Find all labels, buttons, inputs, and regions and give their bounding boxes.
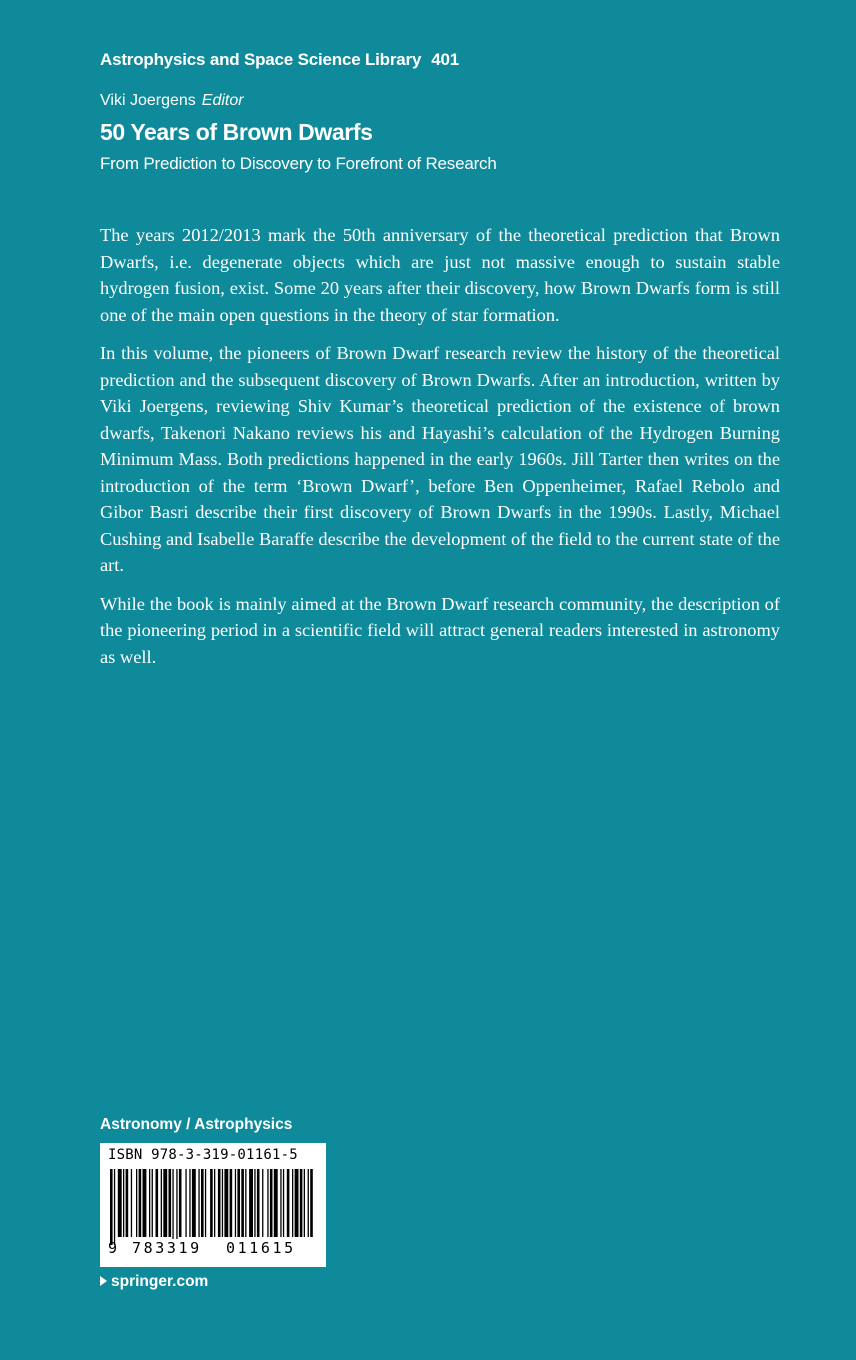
subject-category: Astronomy / Astrophysics bbox=[100, 1116, 293, 1133]
arrow-right-icon bbox=[100, 1276, 107, 1286]
blurb-paragraph-3: While the book is mainly aimed at the Brown Dwarf research community, the description of the pioneering period in a scientific field will attract general readers interested in astronomy as well. bbox=[100, 593, 780, 667]
isbn-barcode bbox=[100, 1143, 326, 1267]
blurb-paragraph-2: In this volume, the pioneers of Brown Dwarf research review the history of the theoretical prediction and the subsequent discovery of Brown Dwarfs. After an introduction, written by Viki Joergens, reviewing Shiv Kumar’s theoretical prediction of the existence of brown dwarfs, Takenori Nakano reviews his and Hayashi’s calculation of the Hydrogen Burning Minimum Mass. Both predictions happened in the early 1960s. Jill Tarter then writes on the introduction of the term ‘Brown Dwarf’, before Ben Oppenheimer, Rafael Rebolo and Gibor Basri describe their first discovery of Brown Dwarfs in the 1990s. Lastly, Michael Cushing and Isabelle Baraffe describe the development of the field to the current state of the art. bbox=[100, 343, 780, 575]
book-subtitle: From Prediction to Discovery to Forefront of Research bbox=[100, 154, 497, 173]
isbn-label: ISBN 978-3-319-01161-5 bbox=[108, 1147, 298, 1163]
ean-right-group: 011615 bbox=[226, 1239, 296, 1257]
series-volume: 401 bbox=[431, 50, 459, 69]
book-title: 50 Years of Brown Dwarfs bbox=[100, 119, 373, 145]
ean-left-group: 783319 bbox=[132, 1239, 202, 1257]
blurb-text bbox=[100, 222, 780, 682]
website-label: springer.com bbox=[111, 1273, 209, 1290]
series-name: Astrophysics and Space Science Library bbox=[100, 50, 422, 69]
series-line bbox=[100, 50, 459, 70]
publisher-website[interactable] bbox=[100, 1273, 208, 1291]
editor-role: Editor bbox=[201, 92, 244, 109]
blurb-paragraph-1: The years 2012/2013 mark the 50th anniversary of the theoretical prediction that Brown Dwarfs, i.e. degenerate objects which are just not massive enough to sustain stable hydrogen fusion, exist. Some 20 years after their discovery, how Brown Dwarfs form is still one of the main open questions in the theory of star formation. bbox=[100, 225, 780, 325]
editor-name: Viki Joergens bbox=[100, 92, 196, 109]
barcode-bars bbox=[108, 1169, 320, 1247]
editor-line bbox=[100, 92, 244, 110]
ean-first-digit: 9 bbox=[108, 1239, 118, 1257]
